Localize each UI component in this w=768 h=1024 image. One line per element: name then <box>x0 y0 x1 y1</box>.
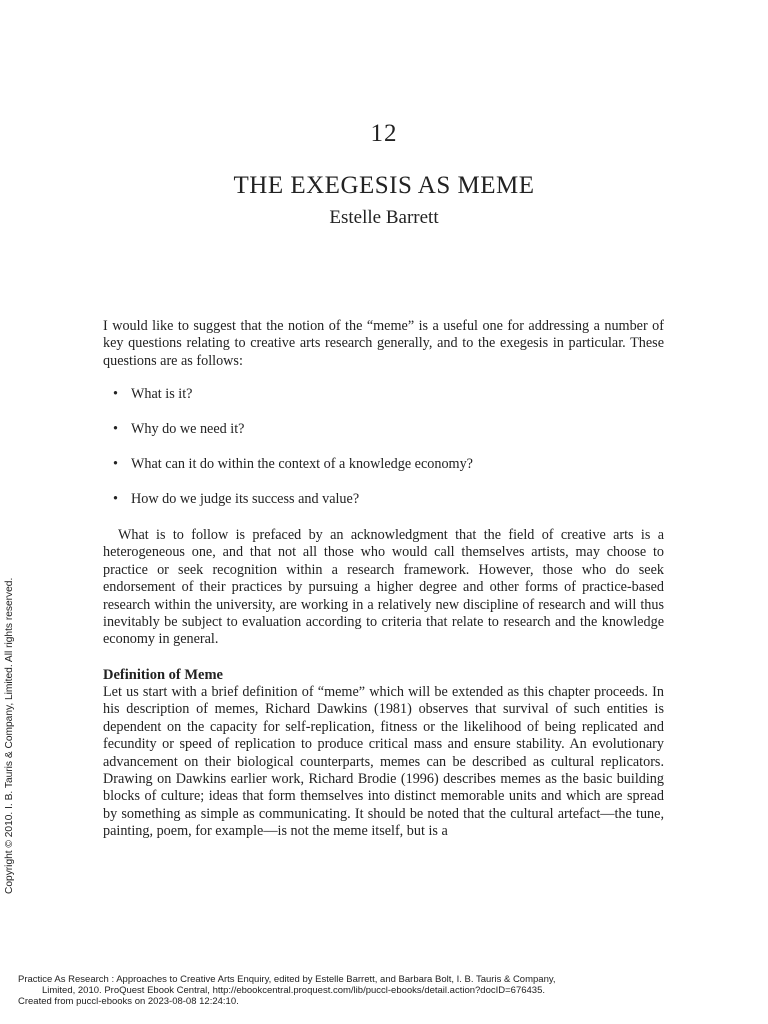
list-item-text: How do we judge its success and value? <box>131 491 360 507</box>
list-item <box>113 491 633 526</box>
bullet-icon: • <box>113 421 118 437</box>
footer-line-3: Created from puccl-ebooks on 2023-08-08 12:24:10. <box>18 996 239 1007</box>
list-item <box>113 421 633 456</box>
list-item-text: Why do we need it? <box>131 421 245 437</box>
prefatory-paragraph <box>103 527 664 649</box>
chapter-title: THE EXEGESIS AS MEME <box>233 172 535 199</box>
side-copyright-notice: Copyright © 2010. I. B. Tauris & Company, Limited. All rights reserved. <box>4 577 15 894</box>
list-item-text: What can it do within the context of a knowledge economy? <box>131 456 473 472</box>
list-item <box>113 386 633 421</box>
citation-footer <box>18 974 758 1007</box>
section-heading: Definition of Meme <box>103 667 223 683</box>
list-item-text: What is it? <box>131 386 193 402</box>
definition-paragraph <box>103 684 664 841</box>
question-list <box>113 386 633 526</box>
footer-line-1: Practice As Research : Approaches to Creative Arts Enquiry, edited by Estelle Barrett, and Barbara Bolt, I. B. Tauris & Company, <box>18 974 556 985</box>
intro-paragraph <box>103 318 664 370</box>
chapter-author: Estelle Barrett <box>329 207 439 228</box>
footer-line-2: Limited, 2010. ProQuest Ebook Central, http://ebookcentral.proquest.com/lib/puccl-ebooks/detail.action?docID=676435. <box>42 985 546 996</box>
list-item <box>113 456 633 491</box>
prefatory-text: What is to follow is prefaced by an acknowledgment that the field of creative arts is a heterogeneous one, and that not all those who would call themselves artists, may choose to practice or seek recognition within a research framework. However, those who do seek endorsement of their practices by pursuing a higher degree and other forms of practice-based research within the university, are working in a relatively new discipline of research and will thus inevitably be subject to evaluation according to criteria that relate to research and the knowledge economy in general. <box>103 527 664 648</box>
bullet-icon: • <box>113 491 118 507</box>
chapter-number: 12 <box>370 120 398 147</box>
bullet-icon: • <box>113 386 118 402</box>
definition-text: Let us start with a brief definition of “meme” which will be extended as this chapter proceeds. In his description of memes, Richard Dawkins (1981) observes that survival of such entities is dependent on the capacity for self-replication, fitness or the likelihood of being replicated and fecundity or speed of replication to produce critical mass and ensure stability. An evolutionary advancement on their biological counterparts, memes can be described as cultural replicators. Drawing on Dawkins earlier work, Richard Brodie (1996) describes memes as the basic building blocks of culture; ideas that form themselves into distinct memorable units and which are spread by something as simple as communicating. It should be noted that the cultural artefact—the tune, painting, poem, for example—is not the meme itself, but is a <box>103 684 664 840</box>
bullet-icon: • <box>113 456 118 472</box>
intro-text: I would like to suggest that the notion of the “meme” is a useful one for addressing a number of key questions relating to creative arts research generally, and to the exegesis in particular. These questions are as follows: <box>103 318 664 369</box>
